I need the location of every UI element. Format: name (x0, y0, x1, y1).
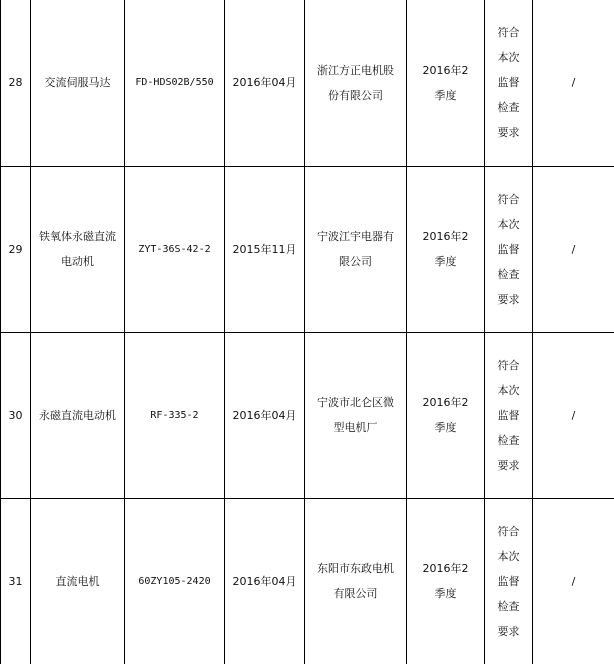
manufacturer: 宁波江宇电器有限公司 (305, 166, 407, 332)
product-model: ZYT-36S-42-2 (125, 166, 225, 332)
product-model: 60ZY105-2420 (125, 498, 225, 664)
table-row (1, 332, 614, 498)
row-number: 31 (1, 498, 31, 664)
production-date: 2016年04月 (225, 332, 305, 498)
inspection-result: 符合本次监督检查要求 (485, 498, 533, 664)
row-number: 29 (1, 166, 31, 332)
table-row (1, 498, 614, 664)
inspection-quarter: 2016年2季度 (407, 332, 485, 498)
production-date: 2016年04月 (225, 0, 305, 166)
product-model: RF-335-2 (125, 332, 225, 498)
inspection-result: 符合本次监督检查要求 (485, 332, 533, 498)
remark: / (533, 498, 614, 664)
manufacturer: 浙江方正电机股份有限公司 (305, 0, 407, 166)
product-model: FD-HDS02B/550 (125, 0, 225, 166)
manufacturer: 宁波市北仑区微型电机厂 (305, 332, 407, 498)
inspection-quarter: 2016年2季度 (407, 166, 485, 332)
product-name: 交流伺服马达 (31, 0, 125, 166)
remark: / (533, 166, 614, 332)
remark: / (533, 332, 614, 498)
product-name: 永磁直流电动机 (31, 332, 125, 498)
manufacturer: 东阳市东政电机有限公司 (305, 498, 407, 664)
row-number: 30 (1, 332, 31, 498)
production-date: 2015年11月 (225, 166, 305, 332)
product-name: 铁氧体永磁直流电动机 (31, 166, 125, 332)
inspection-result: 符合本次监督检查要求 (485, 166, 533, 332)
product-name: 直流电机 (31, 498, 125, 664)
remark: / (533, 0, 614, 166)
production-date: 2016年04月 (225, 498, 305, 664)
inspection-result: 符合本次监督检查要求 (485, 0, 533, 166)
row-number: 28 (1, 0, 31, 166)
table-row (1, 166, 614, 332)
inspection-quarter: 2016年2季度 (407, 498, 485, 664)
table-row (1, 0, 614, 166)
inspection-quarter: 2016年2季度 (407, 0, 485, 166)
